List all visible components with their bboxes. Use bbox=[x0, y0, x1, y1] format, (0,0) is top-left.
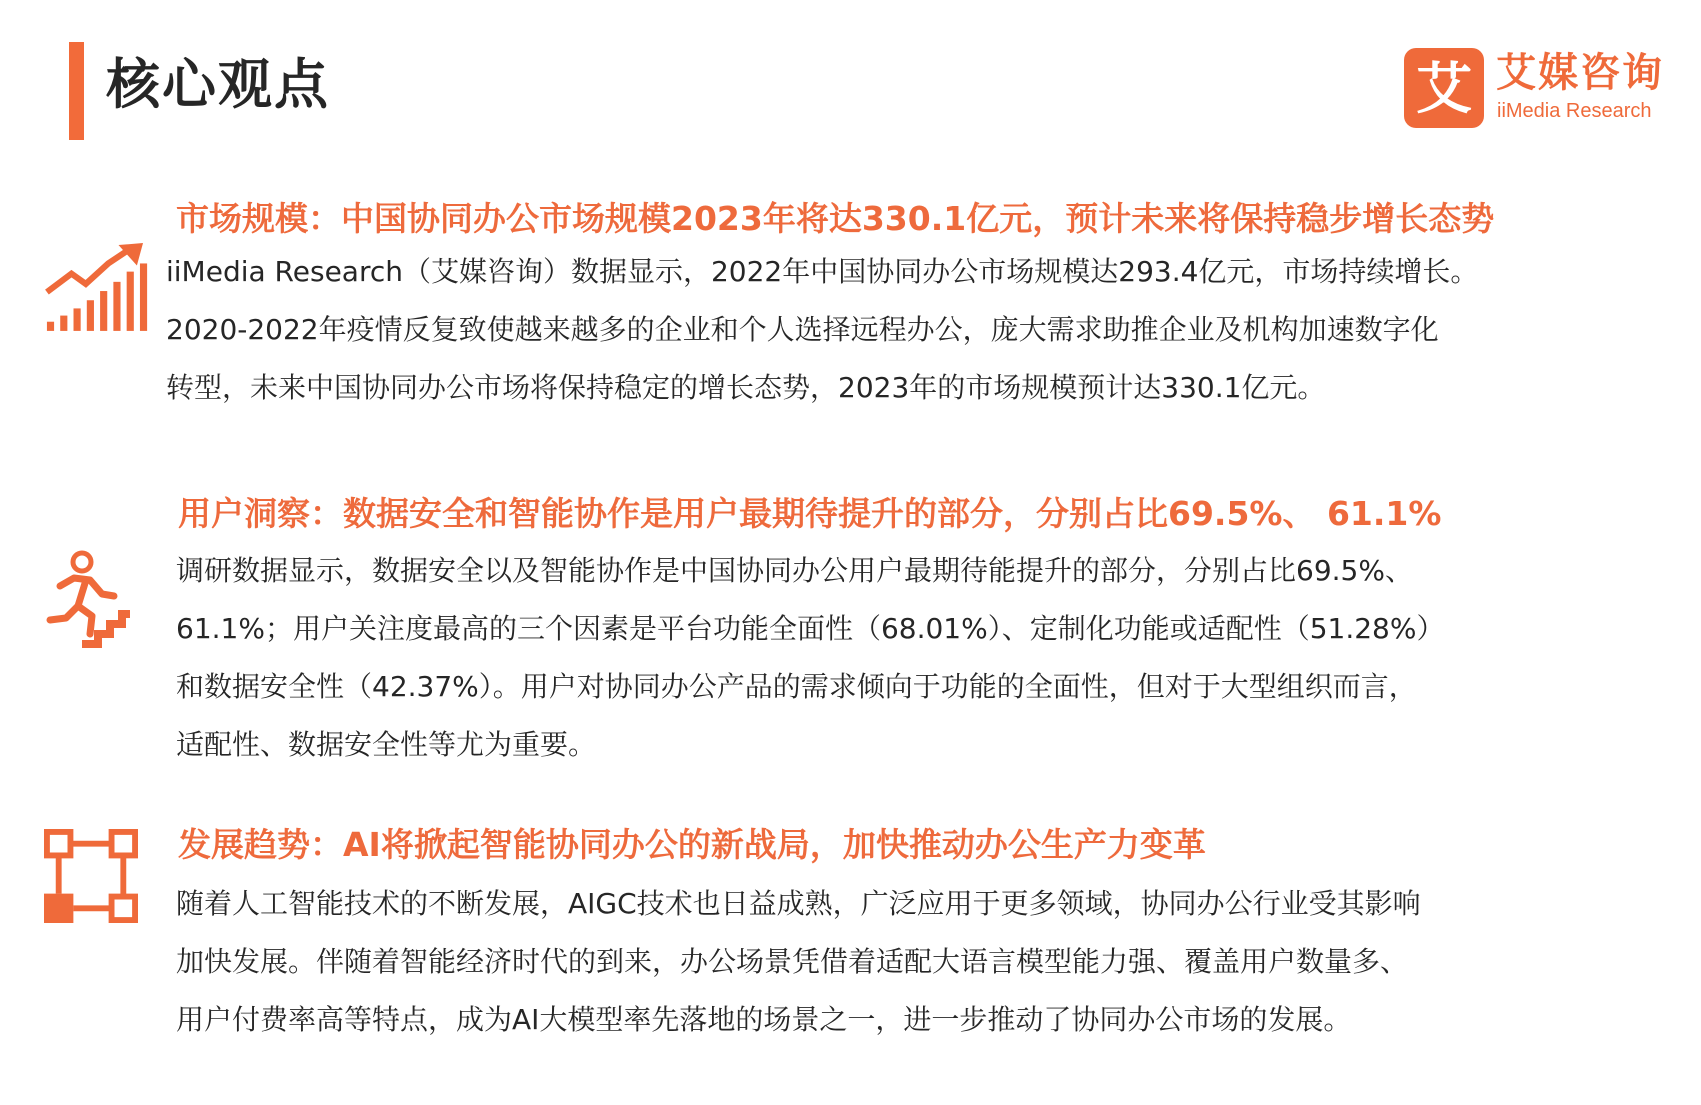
section-heading: 发展趋势：AI将掀起智能协同办公的新战局，加快推动办公生产力变革 bbox=[178, 825, 1206, 864]
section-heading: 市场规模：中国协同办公市场规模2023年将达330.1亿元，预计未来将保持稳步增长态势 bbox=[176, 199, 1495, 238]
title-accent-bar bbox=[69, 42, 84, 140]
page-title: 核心观点 bbox=[106, 53, 330, 116]
brand-logo bbox=[1404, 48, 1679, 128]
body-line: 加快发展。伴随着智能经济时代的到来，办公场景凭借着适配大语言模型能力强、覆盖用户数量多、 bbox=[176, 945, 1409, 978]
body-line: 用户付费率高等特点，成为AI大模型率先落地的场景之一，进一步推动了协同办公市场的发展。 bbox=[176, 1003, 1352, 1036]
body-line: 调研数据显示，数据安全以及智能协作是中国协同办公用户最期待能提升的部分，分别占比69.5%、 bbox=[176, 554, 1413, 587]
logo-name-en: iiMedia Research bbox=[1497, 100, 1652, 122]
growth-chart-icon bbox=[44, 243, 148, 335]
network-nodes-icon bbox=[44, 829, 138, 923]
section-heading: 用户洞察：数据安全和智能协作是用户最期待提升的部分，分别占比69.5%、 61.1% bbox=[178, 494, 1442, 533]
climbing-stairs-icon bbox=[44, 550, 134, 650]
body-line: 转型，未来中国协同办公市场将保持稳定的增长态势，2023年的市场规模预计达330.1亿元。 bbox=[166, 371, 1326, 404]
body-line: 适配性、数据安全性等尤为重要。 bbox=[176, 728, 597, 761]
body-line: 61.1%；用户关注度最高的三个因素是平台功能全面性（68.01%）、定制化功能或适配性（51.28%） bbox=[176, 612, 1445, 645]
body-line: iiMedia Research（艾媒咨询）数据显示，2022年中国协同办公市场规模达293.4亿元，市场持续增长。 bbox=[166, 255, 1479, 288]
logo-mark-icon bbox=[1404, 48, 1484, 128]
body-line: 2020-2022年疫情反复致使越来越多的企业和个人选择远程办公，庞大需求助推企业及机构加速数字化 bbox=[166, 313, 1439, 346]
section-body bbox=[176, 542, 1444, 774]
logo-name-cn: 艾媒咨询 bbox=[1496, 50, 1664, 96]
body-line: 随着人工智能技术的不断发展，AIGC技术也日益成熟，广泛应用于更多领域，协同办公行业受其影响 bbox=[176, 887, 1421, 920]
logo-mark-char: 艾 bbox=[1416, 57, 1472, 122]
body-line: 和数据安全性（42.37%）。用户对协同办公产品的需求倾向于功能的全面性，但对于大型组织而言， bbox=[176, 670, 1417, 703]
section-body bbox=[166, 243, 1478, 417]
section-body bbox=[176, 875, 1421, 1049]
